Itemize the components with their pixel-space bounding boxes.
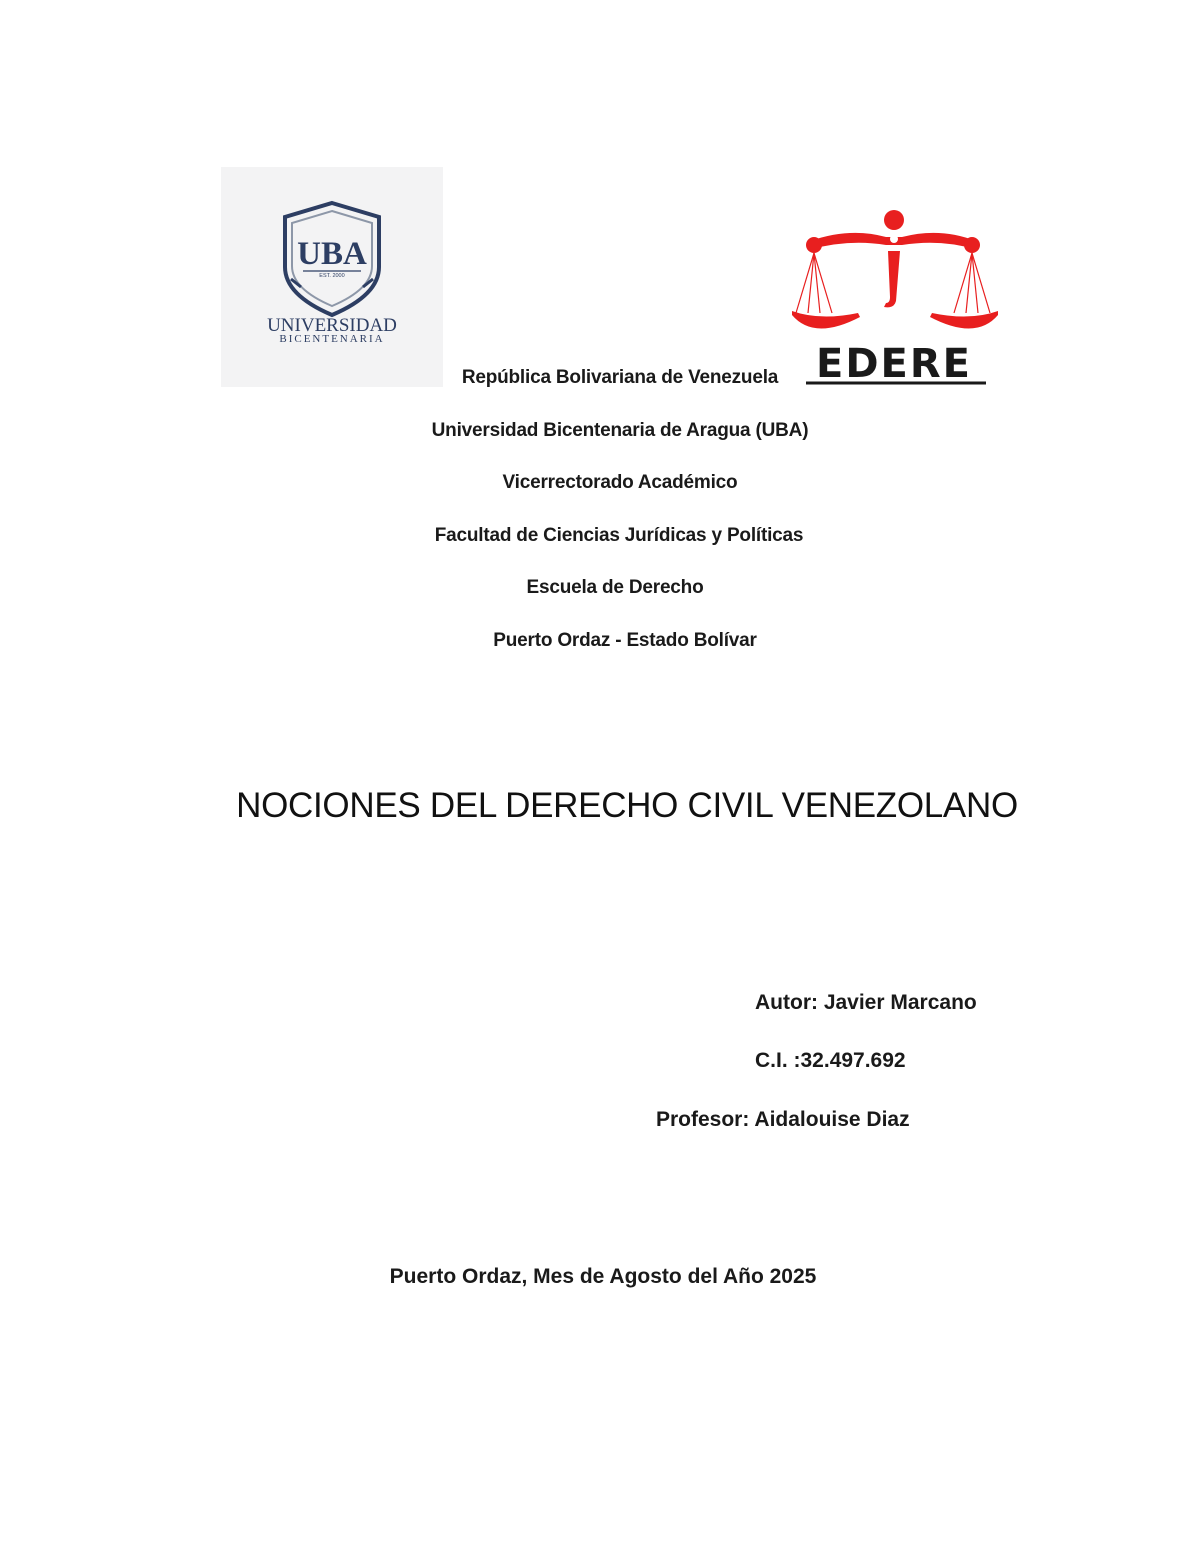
uba-badge-text: UBA bbox=[297, 236, 367, 272]
date-line: Puerto Ordaz, Mes de Agosto del Año 2025 bbox=[389, 1265, 817, 1288]
school-line: Escuela de Derecho bbox=[526, 577, 704, 598]
uba-est-text: EST. 2000 bbox=[319, 273, 345, 279]
edere-text: EDERE bbox=[816, 341, 972, 387]
professor-line: Profesor: Aidalouise Diaz bbox=[656, 1108, 910, 1131]
location-line: Puerto Ordaz - Estado Bolívar bbox=[493, 630, 757, 651]
uba-logo bbox=[221, 167, 443, 387]
university-line: Universidad Bicentenaria de Aragua (UBA) bbox=[431, 420, 809, 441]
uba-line1: UNIVERSIDAD bbox=[267, 315, 397, 336]
edere-logo bbox=[790, 205, 1000, 387]
vicerrectorado-line: Vicerrectorado Académico bbox=[502, 472, 738, 493]
author-line: Autor: Javier Marcano bbox=[755, 991, 977, 1014]
republic-line: República Bolivariana de Venezuela bbox=[461, 367, 779, 388]
ci-line: C.I. :32.497.692 bbox=[755, 1049, 906, 1072]
document-title: NOCIONES DEL DERECHO CIVIL VENEZOLANO bbox=[236, 786, 1018, 825]
uba-line2: BICENTENARIA bbox=[279, 333, 385, 345]
uba-shield-icon bbox=[221, 167, 443, 387]
faculty-line: Facultad de Ciencias Jurídicas y Políticas bbox=[434, 525, 804, 546]
scales-of-justice-icon bbox=[790, 205, 1000, 387]
